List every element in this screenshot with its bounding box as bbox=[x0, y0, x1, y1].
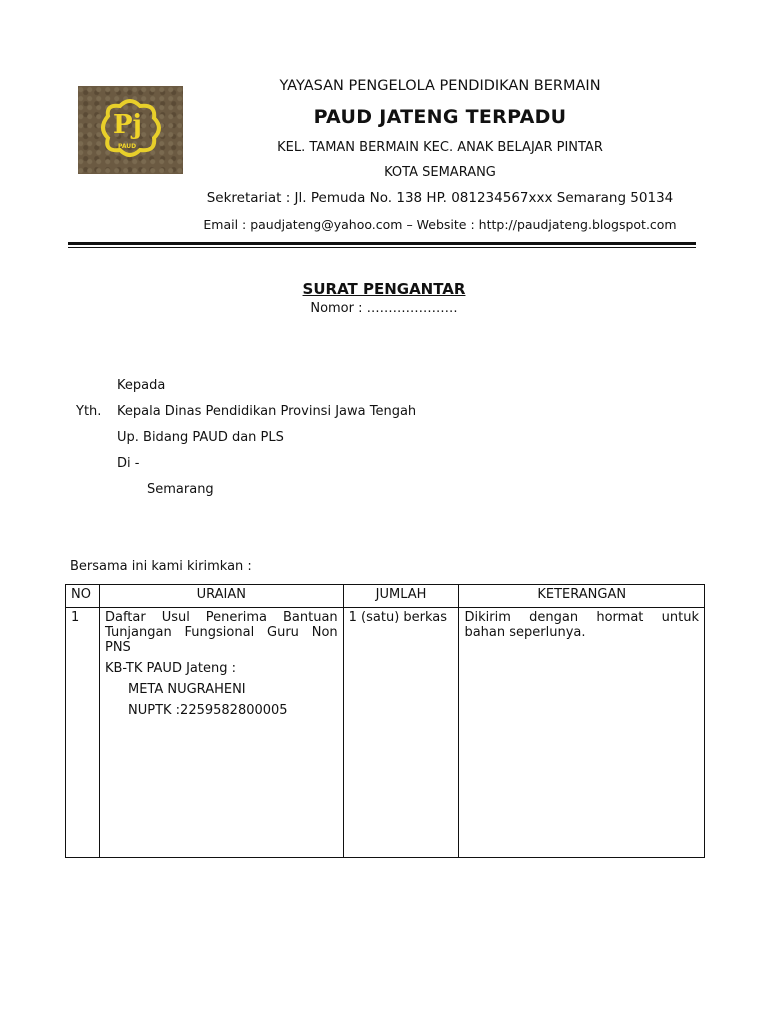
logo-text: Pj bbox=[113, 110, 142, 140]
uraian-description: Daftar Usul Penerima Bantuan Tunjangan Fungsional Guru Non PNS bbox=[104, 610, 338, 655]
organization-line: YAYASAN PENGELOLA PENDIDIKAN BERMAIN bbox=[279, 78, 601, 94]
header-divider-thick bbox=[68, 242, 696, 245]
secretariat-line: Sekretariat : Jl. Pemuda No. 138 HP. 081234567xxx Semarang 50134 bbox=[206, 190, 674, 206]
uraian-nuptk: NUPTK :2259582800005 bbox=[127, 703, 288, 718]
uraian-teacher-name: META NUGRAHENI bbox=[127, 682, 246, 697]
logo-subtext: PAUD bbox=[118, 143, 137, 150]
attention-line: Up. Bidang PAUD dan PLS bbox=[117, 430, 284, 445]
column-header-no: NO bbox=[66, 585, 100, 608]
organization-name: PAUD JATENG TERPADU bbox=[313, 106, 567, 128]
uraian-school: KB-TK PAUD Jateng : bbox=[104, 661, 236, 676]
column-header-uraian: URAIAN bbox=[99, 585, 343, 608]
di-label: Di - bbox=[117, 456, 140, 471]
column-header-keterangan: KETERANGAN bbox=[459, 585, 705, 608]
table-row bbox=[66, 608, 705, 858]
items-table bbox=[65, 584, 705, 858]
recipient: Kepala Dinas Pendidikan Provinsi Jawa Tengah bbox=[117, 404, 417, 419]
column-header-jumlah: JUMLAH bbox=[343, 585, 459, 608]
letter-title: SURAT PENGANTAR bbox=[302, 280, 466, 298]
address-line: KEL. TAMAN BERMAIN KEC. ANAK BELAJAR PINTAR bbox=[277, 140, 603, 155]
organization-logo bbox=[78, 86, 183, 174]
header-divider-thin bbox=[68, 247, 696, 248]
row-jumlah: 1 (satu) berkas bbox=[343, 608, 459, 858]
destination-place: Semarang bbox=[147, 482, 214, 497]
table-header-row bbox=[66, 585, 705, 608]
contact-line: Email : paudjateng@yahoo.com – Website : http://paudjateng.blogspot.com bbox=[203, 217, 677, 232]
yth-label: Yth. bbox=[76, 404, 102, 419]
intro-text: Bersama ini kami kirimkan : bbox=[70, 559, 252, 574]
row-uraian bbox=[99, 608, 343, 858]
row-keterangan: Dikirim dengan hormat untuk bahan seperlunya. bbox=[459, 608, 705, 858]
city-line: KOTA SEMARANG bbox=[384, 165, 496, 180]
to-label: Kepada bbox=[117, 378, 166, 393]
letter-number: Nomor : ………………… bbox=[310, 301, 458, 316]
row-no: 1 bbox=[66, 608, 100, 858]
